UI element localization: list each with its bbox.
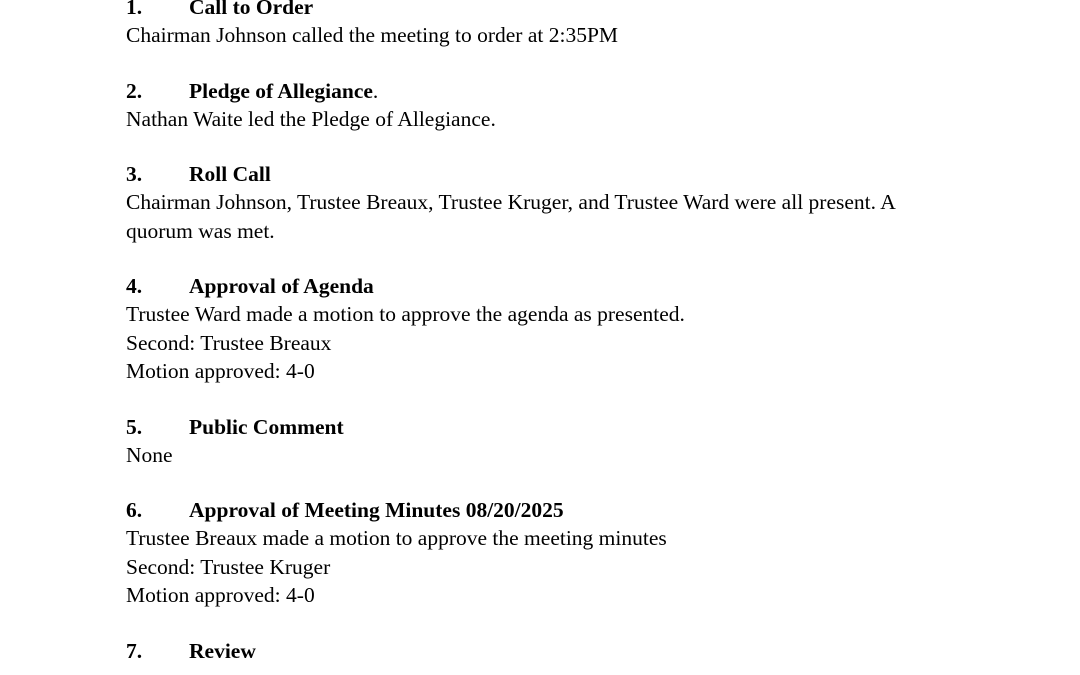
document-section xyxy=(126,0,1080,50)
section-number: 1. xyxy=(126,0,143,19)
section-heading xyxy=(126,414,1080,441)
section-title: Roll Call xyxy=(189,162,271,186)
section-title-punctuation: . xyxy=(372,78,379,103)
section-heading xyxy=(126,638,1080,665)
section-paragraph: Motion approved: 4-0 xyxy=(126,583,315,607)
section-paragraph: Second: Trustee Breaux xyxy=(126,330,332,355)
section-title: Call to Order xyxy=(189,0,314,19)
document-section xyxy=(126,638,1080,665)
section-heading xyxy=(126,161,1080,188)
section-heading xyxy=(126,78,1080,105)
section-paragraph: Chairman Johnson, Trustee Breaux, Trustee Kruger, and Trustee Ward were all present. A quorum was met. xyxy=(126,190,895,243)
section-paragraph: Second: Trustee Kruger xyxy=(126,554,331,579)
section-paragraph: Trustee Breaux made a motion to approve the meeting minutes xyxy=(126,526,667,550)
document-section xyxy=(126,78,1080,134)
section-paragraph: Motion approved: 4-0 xyxy=(126,359,315,383)
section-paragraph: Trustee Ward made a motion to approve the agenda as presented. xyxy=(126,302,685,326)
section-number: 7. xyxy=(126,638,143,663)
section-heading xyxy=(126,0,1080,21)
document-section xyxy=(126,161,1080,245)
section-number: 3. xyxy=(126,162,143,186)
document-section xyxy=(126,414,1080,470)
page-bottom-cutoff xyxy=(0,662,1080,669)
document-section xyxy=(126,273,1080,386)
section-number: 2. xyxy=(126,78,143,103)
section-number: 5. xyxy=(126,414,143,439)
section-paragraph: Nathan Waite led the Pledge of Allegiance. xyxy=(126,106,496,131)
section-title: Pledge of Allegiance xyxy=(189,78,373,103)
document-body xyxy=(126,0,1080,665)
section-number: 4. xyxy=(126,274,143,298)
document-section xyxy=(126,497,1080,610)
section-title: Approval of Agenda xyxy=(189,274,374,298)
section-paragraph: Chairman Johnson called the meeting to order at 2:35PM xyxy=(126,23,619,47)
section-number: 6. xyxy=(126,498,143,522)
section-paragraph: None xyxy=(126,442,173,467)
section-title: Approval of Meeting Minutes 08/20/2025 xyxy=(189,498,564,522)
section-title: Public Comment xyxy=(189,414,344,439)
section-title: Review xyxy=(189,638,256,663)
section-heading xyxy=(126,497,1080,524)
section-heading xyxy=(126,273,1080,300)
